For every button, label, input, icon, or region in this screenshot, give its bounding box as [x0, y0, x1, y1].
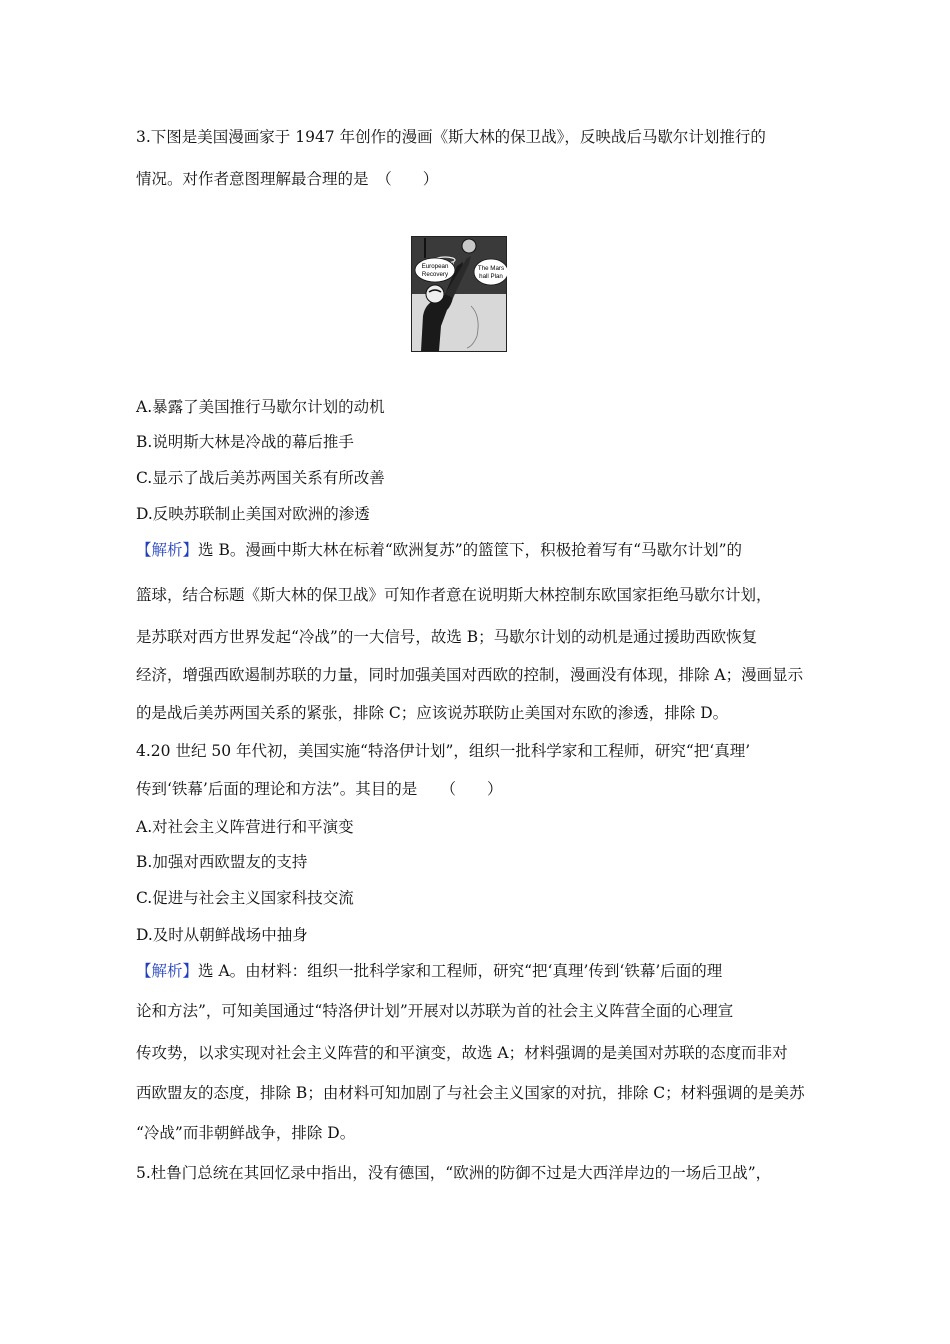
q4-analysis-line4: 西欧盟友的态度，排除 B；由材料可知加剧了与社会主义国家的对抗，排除 C；材料强调的是美苏 [136, 1084, 805, 1102]
q4-option-c: C.促进与社会主义国家科技交流 [136, 889, 354, 907]
q4-option-b: B.加强对西欧盟友的支持 [136, 853, 308, 871]
q4-analysis-line2: 论和方法”，可知美国通过“特洛伊计划”开展对以苏联为首的社会主义阵营全面的心理宣 [136, 1002, 734, 1020]
q3-analysis-line1 [136, 540, 742, 560]
q3-analysis-text1: 选 B。漫画中斯大林在标着“欧洲复苏”的篮筐下，积极抢着写有“马歇尔计划”的 [198, 541, 743, 559]
q3-analysis-line5: 的是战后美苏两国关系的紧张，排除 C；应该说苏联防止美国对东欧的渗透，排除 D。 [136, 704, 729, 722]
q3-analysis-line3: 是苏联对西方世界发起“冷战”的一大信号，故选 B；马歇尔计划的动机是通过援助西欧恢复 [136, 628, 758, 646]
q3-option-a: A.暴露了美国推行马歇尔计划的动机 [136, 398, 385, 416]
cartoon-label-right-1: The Mars [477, 265, 505, 272]
q4-analysis-line5: “冷战”而非朝鲜战争，排除 D。 [136, 1124, 356, 1142]
q3-option-d: D.反映苏联制止美国对欧洲的渗透 [136, 505, 370, 523]
q4-option-a: A.对社会主义阵营进行和平演变 [136, 818, 354, 836]
q4-analysis-line3: 传攻势，以求实现对社会主义阵营的和平演变，故选 A；材料强调的是美国对苏联的态度而非对 [136, 1044, 788, 1062]
q3-analysis-line4: 经济，增强西欧遏制苏联的力量，同时加强美国对西欧的控制，漫画没有体现，排除 A；漫画显示 [136, 666, 804, 684]
q4-option-d: D.及时从朝鲜战场中抽身 [136, 926, 308, 944]
cartoon-label-left-2: Recovery [421, 271, 449, 278]
q3-stem-line2: 情况。对作者意图理解最合理的是 （ ） [136, 170, 439, 188]
q3-option-b: B.说明斯大林是冷战的幕后推手 [136, 433, 354, 451]
q4-analysis-tag: 【解析】 [136, 962, 199, 980]
q3-analysis-tag: 【解析】 [136, 541, 199, 559]
q4-stem-line2: 传到‘铁幕’后面的理论和方法”。其目的是 （ ） [136, 780, 503, 798]
q3-analysis-line2: 篮球，结合标题《斯大林的保卫战》可知作者意在说明斯大林控制东欧国家拒绝马歇尔计划， [136, 586, 772, 604]
q4-stem-line1: 4.20 世纪 50 年代初，美国实施“特洛伊计划”，组织一批科学家和工程师，研究“把‘真理’ [136, 742, 751, 760]
cartoon-label-left-1: European [421, 263, 449, 270]
q5-stem-line1: 5.杜鲁门总统在其回忆录中指出，没有德国，“欧洲的防御不过是大西洋岸边的一场后卫战”， [136, 1164, 772, 1182]
q4-analysis-line1 [136, 961, 722, 981]
cartoon-image [411, 236, 507, 352]
q4-analysis-text1: 选 A。由材料：组织一批科学家和工程师，研究“把‘真理’传到‘铁幕’后面的理 [198, 962, 723, 980]
cartoon-label-right-2: hall Plan [479, 273, 503, 280]
q3-stem-line1: 3.下图是美国漫画家于 1947 年创作的漫画《斯大林的保卫战》，反映战后马歇尔计划推行的 [136, 128, 766, 146]
q3-option-c: C.显示了战后美苏两国关系有所改善 [136, 469, 385, 487]
